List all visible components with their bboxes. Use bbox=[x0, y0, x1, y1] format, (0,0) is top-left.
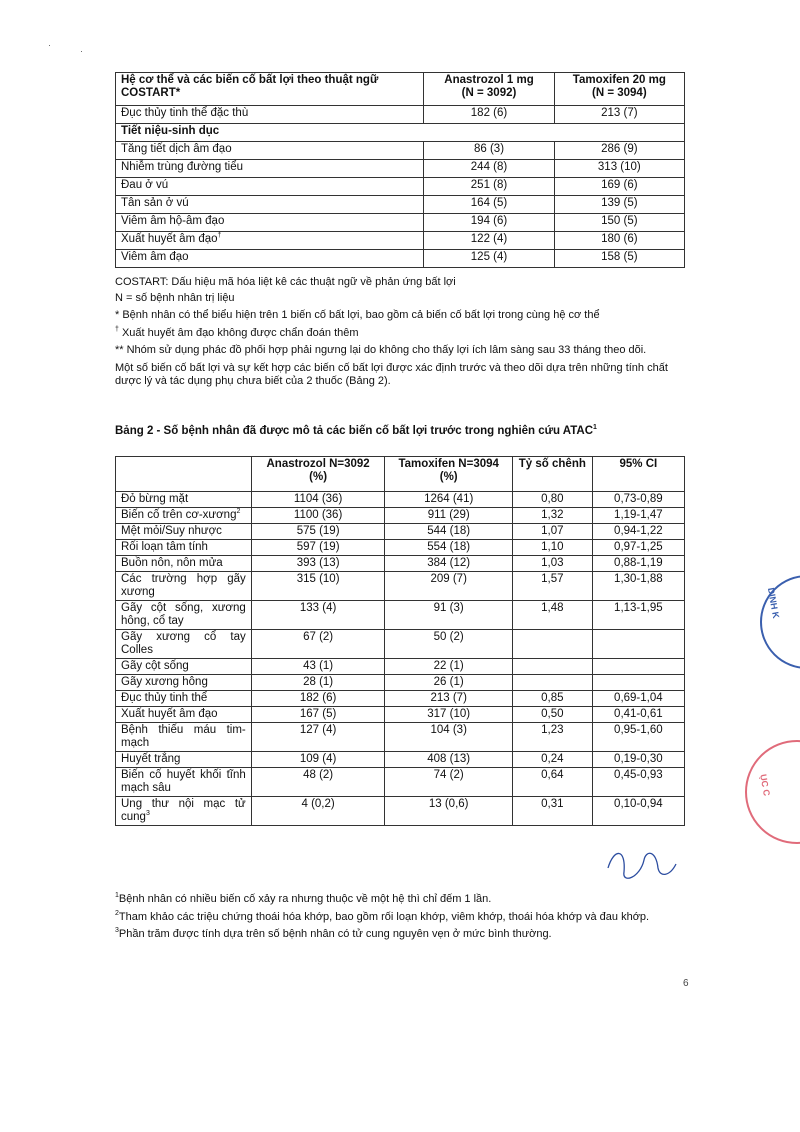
table-row bbox=[116, 659, 685, 675]
event-name bbox=[116, 768, 252, 797]
event-name-text: Tăng tiết dịch âm đạo bbox=[121, 143, 232, 155]
tamoxifen-value: 213 (7) bbox=[554, 106, 684, 124]
event-name bbox=[116, 250, 424, 268]
odds-ratio-value: 1,07 bbox=[512, 524, 592, 540]
event-name bbox=[116, 178, 424, 196]
event-name-text: Biến cố huyết khối tĩnh mạch sâu bbox=[121, 769, 246, 794]
header-empty bbox=[116, 457, 252, 492]
event-name-text: Biến cố trên cơ-xương bbox=[121, 509, 237, 521]
footnote-dagger-text: Xuất huyết âm đạo không được chẩn đoán thêm bbox=[118, 326, 359, 339]
header-anastrozol-name: Anastrozol N=3092 bbox=[266, 458, 370, 470]
event-name-text: Đau ở vú bbox=[121, 179, 169, 191]
adverse-events-table-2 bbox=[115, 456, 685, 826]
anastrozol-value: 1100 (36) bbox=[251, 508, 385, 524]
table-row bbox=[116, 691, 685, 707]
event-name-text: Viêm âm hộ-âm đạo bbox=[121, 215, 225, 227]
table-header-row bbox=[116, 73, 685, 106]
tamoxifen-value: 158 (5) bbox=[554, 250, 684, 268]
event-name-text: Viêm âm đạo bbox=[121, 251, 189, 263]
table-row bbox=[116, 250, 685, 268]
footnote-n: N = số bệnh nhân trị liệu bbox=[115, 291, 235, 304]
table1-footnotes bbox=[115, 276, 690, 393]
ci-value: 0,97-1,25 bbox=[592, 540, 684, 556]
ci-value: 1,30-1,88 bbox=[592, 572, 684, 601]
table-row bbox=[116, 524, 685, 540]
footnote-3 bbox=[115, 928, 690, 942]
footnote-1-sup: 1 bbox=[115, 892, 119, 899]
odds-ratio-value: 0,50 bbox=[512, 707, 592, 723]
anastrozol-value: 43 (1) bbox=[251, 659, 385, 675]
table-row bbox=[116, 142, 685, 160]
ci-value: 0,10-0,94 bbox=[592, 797, 684, 826]
table2-title bbox=[115, 425, 597, 437]
section-row bbox=[116, 124, 685, 142]
event-name-text: Ung thư nội mạc tử cung bbox=[121, 798, 246, 823]
event-name-text: Gãy cột sống bbox=[121, 660, 189, 672]
tamoxifen-value: 22 (1) bbox=[385, 659, 512, 675]
tamoxifen-value: 213 (7) bbox=[385, 691, 512, 707]
anastrozol-value: 1104 (36) bbox=[251, 492, 385, 508]
event-name-text: Gãy cột sống, xương hông, cổ tay bbox=[121, 602, 246, 627]
event-name-text: Buồn nôn, nôn mửa bbox=[121, 557, 223, 569]
table-row bbox=[116, 601, 685, 630]
event-name-text: Tân sản ở vú bbox=[121, 197, 189, 209]
odds-ratio-value: 0,31 bbox=[512, 797, 592, 826]
event-name bbox=[116, 601, 252, 630]
ci-value: 0,69-1,04 bbox=[592, 691, 684, 707]
event-name bbox=[116, 196, 424, 214]
anastrozol-value: 244 (8) bbox=[424, 160, 554, 178]
tamoxifen-value: 313 (10) bbox=[554, 160, 684, 178]
ci-value: 1,13-1,95 bbox=[592, 601, 684, 630]
tamoxifen-value: 74 (2) bbox=[385, 768, 512, 797]
event-name bbox=[116, 160, 424, 178]
table-row bbox=[116, 540, 685, 556]
anastrozol-value: 127 (4) bbox=[251, 723, 385, 752]
ci-value: 0,88-1,19 bbox=[592, 556, 684, 572]
anastrozol-value: 575 (19) bbox=[251, 524, 385, 540]
tamoxifen-value: 554 (18) bbox=[385, 540, 512, 556]
tamoxifen-value: 286 (9) bbox=[554, 142, 684, 160]
odds-ratio-value: 1,10 bbox=[512, 540, 592, 556]
header-tamoxifen bbox=[385, 457, 512, 492]
ci-value: 0,19-0,30 bbox=[592, 752, 684, 768]
odds-ratio-value: 0,64 bbox=[512, 768, 592, 797]
footnote-2 bbox=[115, 911, 690, 925]
table-row bbox=[116, 556, 685, 572]
anastrozol-value: 164 (5) bbox=[424, 196, 554, 214]
table-row bbox=[116, 797, 685, 826]
event-name-text: Đục thủy tinh thể đặc thù bbox=[121, 107, 249, 119]
anastrozol-value: 125 (4) bbox=[424, 250, 554, 268]
table-row bbox=[116, 196, 685, 214]
header-body-system: Hệ cơ thể và các biến cố bất lợi theo thuật ngữ COSTART* bbox=[116, 73, 424, 106]
odds-ratio-value: 1,32 bbox=[512, 508, 592, 524]
event-name-text: Xuất huyết âm đạo bbox=[121, 708, 218, 720]
anastrozol-value: 182 (6) bbox=[424, 106, 554, 124]
ci-value bbox=[592, 659, 684, 675]
event-name-text: Mệt mỏi/Suy nhược bbox=[121, 525, 222, 537]
section-label: Tiết niệu-sinh dục bbox=[116, 124, 685, 142]
table-row bbox=[116, 723, 685, 752]
event-name bbox=[116, 556, 252, 572]
intro-paragraph: Một số biến cố bất lợi và sự kết hợp các biến cố bất lợi được xác định trước và theo dõi dựa trên những tính chất dược lý và tác dụng phụ chưa biết của 2 thuốc (Bảng 2). bbox=[115, 361, 668, 387]
event-name-text: Đục thủy tinh thể bbox=[121, 692, 208, 704]
header-tamoxifen-name: Tamoxifen 20 mg bbox=[572, 74, 666, 86]
table-row bbox=[116, 508, 685, 524]
event-name bbox=[116, 214, 424, 232]
tamoxifen-value: 317 (10) bbox=[385, 707, 512, 723]
anastrozol-value: 167 (5) bbox=[251, 707, 385, 723]
event-name-text: Huyết trắng bbox=[121, 753, 181, 765]
anastrozol-value: 597 (19) bbox=[251, 540, 385, 556]
footnote-2-sup: 2 bbox=[115, 909, 119, 917]
tamoxifen-value: 384 (12) bbox=[385, 556, 512, 572]
event-name-sup: 3 bbox=[145, 810, 150, 817]
anastrozol-value: 67 (2) bbox=[251, 630, 385, 659]
event-name-text: Gãy xương cổ tay Colles bbox=[121, 631, 246, 656]
event-name bbox=[116, 232, 424, 250]
event-name bbox=[116, 723, 252, 752]
odds-ratio-value: 1,23 bbox=[512, 723, 592, 752]
header-anastrozol-name: Anastrozol 1 mg bbox=[444, 74, 534, 86]
tamoxifen-value: 1264 (41) bbox=[385, 492, 512, 508]
table-header-row bbox=[116, 457, 685, 492]
table-row bbox=[116, 675, 685, 691]
tamoxifen-value: 50 (2) bbox=[385, 630, 512, 659]
blue-stamp-text: DINH K bbox=[765, 586, 782, 620]
event-name-text: Bệnh thiếu máu tim-mạch bbox=[121, 724, 246, 749]
odds-ratio-value: 1,48 bbox=[512, 601, 592, 630]
table-row bbox=[116, 707, 685, 723]
header-tamoxifen-n: (N = 3094) bbox=[592, 87, 647, 99]
tamoxifen-value: 180 (6) bbox=[554, 232, 684, 250]
tamoxifen-value: 139 (5) bbox=[554, 196, 684, 214]
table1-body bbox=[116, 106, 685, 268]
anastrozol-value: 133 (4) bbox=[251, 601, 385, 630]
anastrozol-value: 122 (4) bbox=[424, 232, 554, 250]
event-name bbox=[116, 675, 252, 691]
red-stamp bbox=[745, 740, 800, 844]
anastrozol-value: 393 (13) bbox=[251, 556, 385, 572]
ci-value: 0,95-1,60 bbox=[592, 723, 684, 752]
ci-value: 0,73-0,89 bbox=[592, 492, 684, 508]
ci-value: 0,94-1,22 bbox=[592, 524, 684, 540]
header-odds-ratio: Tỷ số chênh bbox=[512, 457, 592, 492]
table2-body bbox=[116, 492, 685, 826]
table-row bbox=[116, 572, 685, 601]
anastrozol-value: 86 (3) bbox=[424, 142, 554, 160]
event-name-text: Xuất huyết âm đạo bbox=[121, 233, 218, 245]
event-name-text: Đỏ bừng mặt bbox=[121, 493, 189, 505]
ci-value: 0,45-0,93 bbox=[592, 768, 684, 797]
header-anastrozol bbox=[424, 73, 554, 106]
scan-speck: · bbox=[48, 40, 51, 50]
tamoxifen-value: 408 (13) bbox=[385, 752, 512, 768]
footnote-dagger bbox=[115, 327, 690, 341]
header-tamoxifen bbox=[554, 73, 684, 106]
odds-ratio-value bbox=[512, 659, 592, 675]
odds-ratio-value: 1,57 bbox=[512, 572, 592, 601]
tamoxifen-value: 104 (3) bbox=[385, 723, 512, 752]
odds-ratio-value bbox=[512, 675, 592, 691]
event-name bbox=[116, 142, 424, 160]
scan-speck: · bbox=[80, 46, 83, 56]
table-row bbox=[116, 492, 685, 508]
ci-value: 1,19-1,47 bbox=[592, 508, 684, 524]
event-name bbox=[116, 691, 252, 707]
anastrozol-value: 251 (8) bbox=[424, 178, 554, 196]
table-row bbox=[116, 630, 685, 659]
tamoxifen-value: 544 (18) bbox=[385, 524, 512, 540]
tamoxifen-value: 209 (7) bbox=[385, 572, 512, 601]
anastrozol-value: 28 (1) bbox=[251, 675, 385, 691]
footnote-star: * Bệnh nhân có thể biểu hiện trên 1 biến cố bất lợi, bao gồm cả biến cố bất lợi trong cùng hệ cơ thể bbox=[115, 309, 600, 321]
tamoxifen-value: 13 (0,6) bbox=[385, 797, 512, 826]
footnote-costart: COSTART: Dấu hiệu mã hóa liệt kê các thuật ngữ về phản ứng bất lợi bbox=[115, 276, 456, 288]
odds-ratio-value: 1,03 bbox=[512, 556, 592, 572]
event-name bbox=[116, 524, 252, 540]
odds-ratio-value: 0,85 bbox=[512, 691, 592, 707]
footnote-1 bbox=[115, 893, 690, 907]
event-name-text: Các trường hợp gãy xương bbox=[121, 573, 246, 598]
footnote-double-star: ** Nhóm sử dụng phác đồ phối hợp phải ngưng lại do không cho thấy lợi ích lâm sàng sau 33 tháng theo dõi. bbox=[115, 344, 647, 356]
anastrozol-value: 194 (6) bbox=[424, 214, 554, 232]
event-name bbox=[116, 508, 252, 524]
footnote-3-sup: 3 bbox=[115, 927, 119, 934]
odds-ratio-value bbox=[512, 630, 592, 659]
tamoxifen-value: 26 (1) bbox=[385, 675, 512, 691]
header-anastrozol bbox=[251, 457, 385, 492]
tamoxifen-value: 911 (29) bbox=[385, 508, 512, 524]
event-name bbox=[116, 540, 252, 556]
event-name bbox=[116, 572, 252, 601]
red-stamp-text: ỤC C bbox=[758, 773, 772, 797]
header-tamoxifen-pct: (%) bbox=[439, 471, 458, 483]
ci-value bbox=[592, 675, 684, 691]
adverse-events-table-1 bbox=[115, 72, 685, 268]
table-row bbox=[116, 160, 685, 178]
event-name-sup: † bbox=[217, 232, 222, 239]
table2-footnotes bbox=[115, 893, 690, 946]
event-name-text: Rối loạn tâm tính bbox=[121, 541, 208, 553]
header-anastrozol-pct: (%) bbox=[309, 471, 328, 483]
table-row bbox=[116, 178, 685, 196]
event-name bbox=[116, 707, 252, 723]
tamoxifen-value: 150 (5) bbox=[554, 214, 684, 232]
dagger-symbol: † bbox=[115, 325, 119, 333]
event-name bbox=[116, 492, 252, 508]
table-row bbox=[116, 752, 685, 768]
table2-title-text: Bảng 2 - Số bệnh nhân đã được mô tả các biến cố bất lợi trước trong nghiên cứu ATAC bbox=[115, 425, 594, 437]
anastrozol-value: 4 (0,2) bbox=[251, 797, 385, 826]
table-row bbox=[116, 232, 685, 250]
header-ci: 95% CI bbox=[592, 457, 684, 492]
table-row bbox=[116, 106, 685, 124]
table-row bbox=[116, 214, 685, 232]
event-name bbox=[116, 659, 252, 675]
table2-title-sup: 1 bbox=[593, 424, 597, 431]
ci-value bbox=[592, 630, 684, 659]
odds-ratio-value: 0,24 bbox=[512, 752, 592, 768]
ci-value: 0,41-0,61 bbox=[592, 707, 684, 723]
header-tamoxifen-name: Tamoxifen N=3094 bbox=[398, 458, 499, 470]
anastrozol-value: 182 (6) bbox=[251, 691, 385, 707]
event-name-text: Gãy xương hông bbox=[121, 676, 208, 688]
footnote-3-text: Phần trăm được tính dựa trên số bệnh nhân có tử cung nguyên vẹn ở mức bình thường. bbox=[118, 928, 552, 940]
anastrozol-value: 315 (10) bbox=[251, 572, 385, 601]
anastrozol-value: 109 (4) bbox=[251, 752, 385, 768]
event-name bbox=[116, 797, 252, 826]
anastrozol-value: 48 (2) bbox=[251, 768, 385, 797]
table-row bbox=[116, 768, 685, 797]
header-anastrozol-n: (N = 3092) bbox=[461, 87, 517, 99]
event-name-sup: 2 bbox=[236, 508, 241, 515]
event-name-text: Nhiễm trùng đường tiểu bbox=[121, 161, 243, 173]
signature-scribble bbox=[600, 838, 680, 888]
page-number: 6 bbox=[683, 978, 689, 989]
footnote-1-text: Bệnh nhân có nhiều biến cố xảy ra nhưng thuộc về một hệ thì chỉ đếm 1 lần. bbox=[118, 893, 492, 905]
tamoxifen-value: 169 (6) bbox=[554, 178, 684, 196]
odds-ratio-value: 0,80 bbox=[512, 492, 592, 508]
footnote-2-text: Tham khảo các triệu chứng thoái hóa khớp, bao gồm rối loạn khớp, viêm khớp, thoái hóa khớp và đau khớp. bbox=[118, 910, 650, 923]
event-name bbox=[116, 106, 424, 124]
tamoxifen-value: 91 (3) bbox=[385, 601, 512, 630]
event-name bbox=[116, 630, 252, 659]
event-name bbox=[116, 752, 252, 768]
